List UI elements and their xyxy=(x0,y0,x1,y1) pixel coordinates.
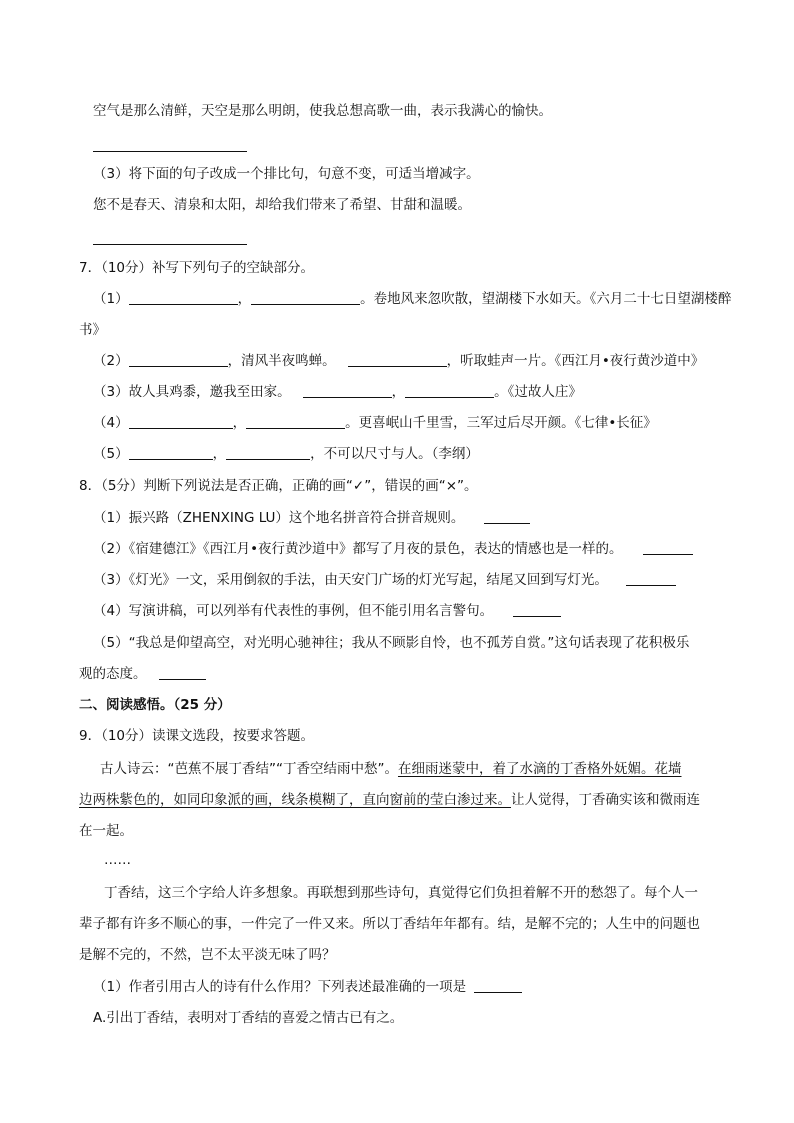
q9-answer-1[interactable] xyxy=(474,978,522,993)
q7-line-3: （3）故人具鸡黍，邀我至田家。 ， 。《过故人庄》 xyxy=(93,384,582,400)
q6-part3-prompt: （3）将下面的句子改成一个排比句，句意不变，可适当增减字。 xyxy=(93,166,480,182)
q9-passage-line-6: 是解不完的，不然，岂不太平淡无味了吗？ xyxy=(79,947,336,963)
q8-item-4: （4）写演讲稿，可以列举有代表性的事例，但不能引用名言警句。 xyxy=(93,601,561,621)
q8-item-5: （5）“我总是仰望高空，对光明心驰神往；我从不顾影自怜，也不孤芳自赏。”这句话表现了花积极乐 xyxy=(93,635,690,651)
q7-line-5: （5） ， ，不可以尺寸与人。（李纲） xyxy=(93,446,479,462)
q7-title: 7．（10分）补写下列句子的空缺部分。 xyxy=(79,260,315,276)
section-2-title: 二、阅读感悟。（25 分） xyxy=(79,697,231,713)
q6-answer-line-3[interactable] xyxy=(93,229,247,249)
q7-blank-2b[interactable] xyxy=(348,352,447,367)
q7-line-4: （4） ， 。更喜岷山千里雪，三军过后尽开颜。《七律•长征》 xyxy=(93,415,657,431)
q6-part3-sentence: 您不是春天、清泉和太阳，却给我们带来了希望、甘甜和温暖。 xyxy=(93,197,471,213)
q9-underlined-sentence-2: 边两株紫色的，如同印象派的画，线条模糊了，直向窗前的莹白渗过来。 xyxy=(79,792,511,808)
q7-blank-3a[interactable] xyxy=(303,383,392,398)
q7-blank-5b[interactable] xyxy=(226,445,310,460)
q9-passage-line-4: 丁香结，这三个字给人许多想象。再联想到那些诗句，真觉得它们负担着解不开的愁怨了。每个人一 xyxy=(104,885,698,901)
q9-title: 9．（10分）读课文选段，按要求答题。 xyxy=(79,728,315,744)
q8-answer-4[interactable] xyxy=(513,602,561,617)
q7-line-1: （1） ， 。卷地风来忽吹散，望湖楼下水如天。《六月二十七日望湖楼醉 xyxy=(93,291,732,307)
q9-passage-line-2: 边两株紫色的，如同印象派的画，线条模糊了，直向窗前的莹白渗过来。让人觉得，丁香确实该和微雨连 xyxy=(79,792,700,808)
q7-blank-4b[interactable] xyxy=(246,414,345,429)
q9-option-a: A.引出丁香结，表明对丁香结的喜爱之情古已有之。 xyxy=(93,1010,404,1026)
q7-line-1-cont: 书》 xyxy=(79,322,106,338)
q8-title: 8．（5分）判断下列说法是否正确，正确的画“✓”，错误的画“×”。 xyxy=(79,478,478,494)
q9-passage-line-5: 辈子都有许多不顺心的事，一件完了一件又来。所以丁香结年年都有。结，是解不完的；人生中的问题也 xyxy=(79,916,700,932)
q8-answer-2[interactable] xyxy=(643,540,693,555)
q9-sub-question-1: （1）作者引用古人的诗有什么作用？下列表述最准确的一项是 xyxy=(93,977,522,997)
q9-passage-line-3: 在一起。 xyxy=(79,823,133,839)
q8-item-3: （3）《灯光》一文，采用倒叙的手法，由天安门广场的灯光写起，结尾又回到写灯光。 xyxy=(93,570,676,590)
q8-answer-3[interactable] xyxy=(626,571,676,586)
q7-blank-4a[interactable] xyxy=(129,414,233,429)
q7-blank-3b[interactable] xyxy=(405,383,494,398)
q8-item-2: （2）《宿建德江》《西江月•夜行黄沙道中》都写了月夜的景色，表达的情感也是一样的。 xyxy=(93,539,693,559)
q8-item-5-cont: 观的态度。 xyxy=(79,664,206,684)
q8-answer-5[interactable] xyxy=(159,665,206,680)
q7-blank-5a[interactable] xyxy=(129,445,213,460)
q7-line-2: （2） ，清风半夜鸣蝉。 ，听取蛙声一片。《西江月•夜行黄沙道中》 xyxy=(93,353,705,369)
q9-ellipsis: …… xyxy=(104,852,131,868)
q8-item-1: （1）振兴路（ZHENXING LU）这个地名拼音符合拼音规则。 xyxy=(93,508,530,528)
q9-underlined-sentence-1: 在细雨迷蒙中，着了水滴的丁香格外妩媚。花墙 xyxy=(397,761,682,777)
q7-blank-1a[interactable] xyxy=(129,290,238,305)
q6-sentence-2: 空气是那么清鲜，天空是那么明朗，使我总想高歌一曲，表示我满心的愉快。 xyxy=(93,103,552,119)
q8-answer-1[interactable] xyxy=(484,509,530,524)
q7-blank-2a[interactable] xyxy=(129,352,228,367)
q7-blank-1b[interactable] xyxy=(251,290,360,305)
q9-passage-line-1: 古人诗云：“芭蕉不展丁香结”“丁香空结雨中愁”。在细雨迷蒙中，着了水滴的丁香格外妩媚。花墙 xyxy=(100,761,682,777)
q6-answer-line-2[interactable] xyxy=(93,136,247,156)
